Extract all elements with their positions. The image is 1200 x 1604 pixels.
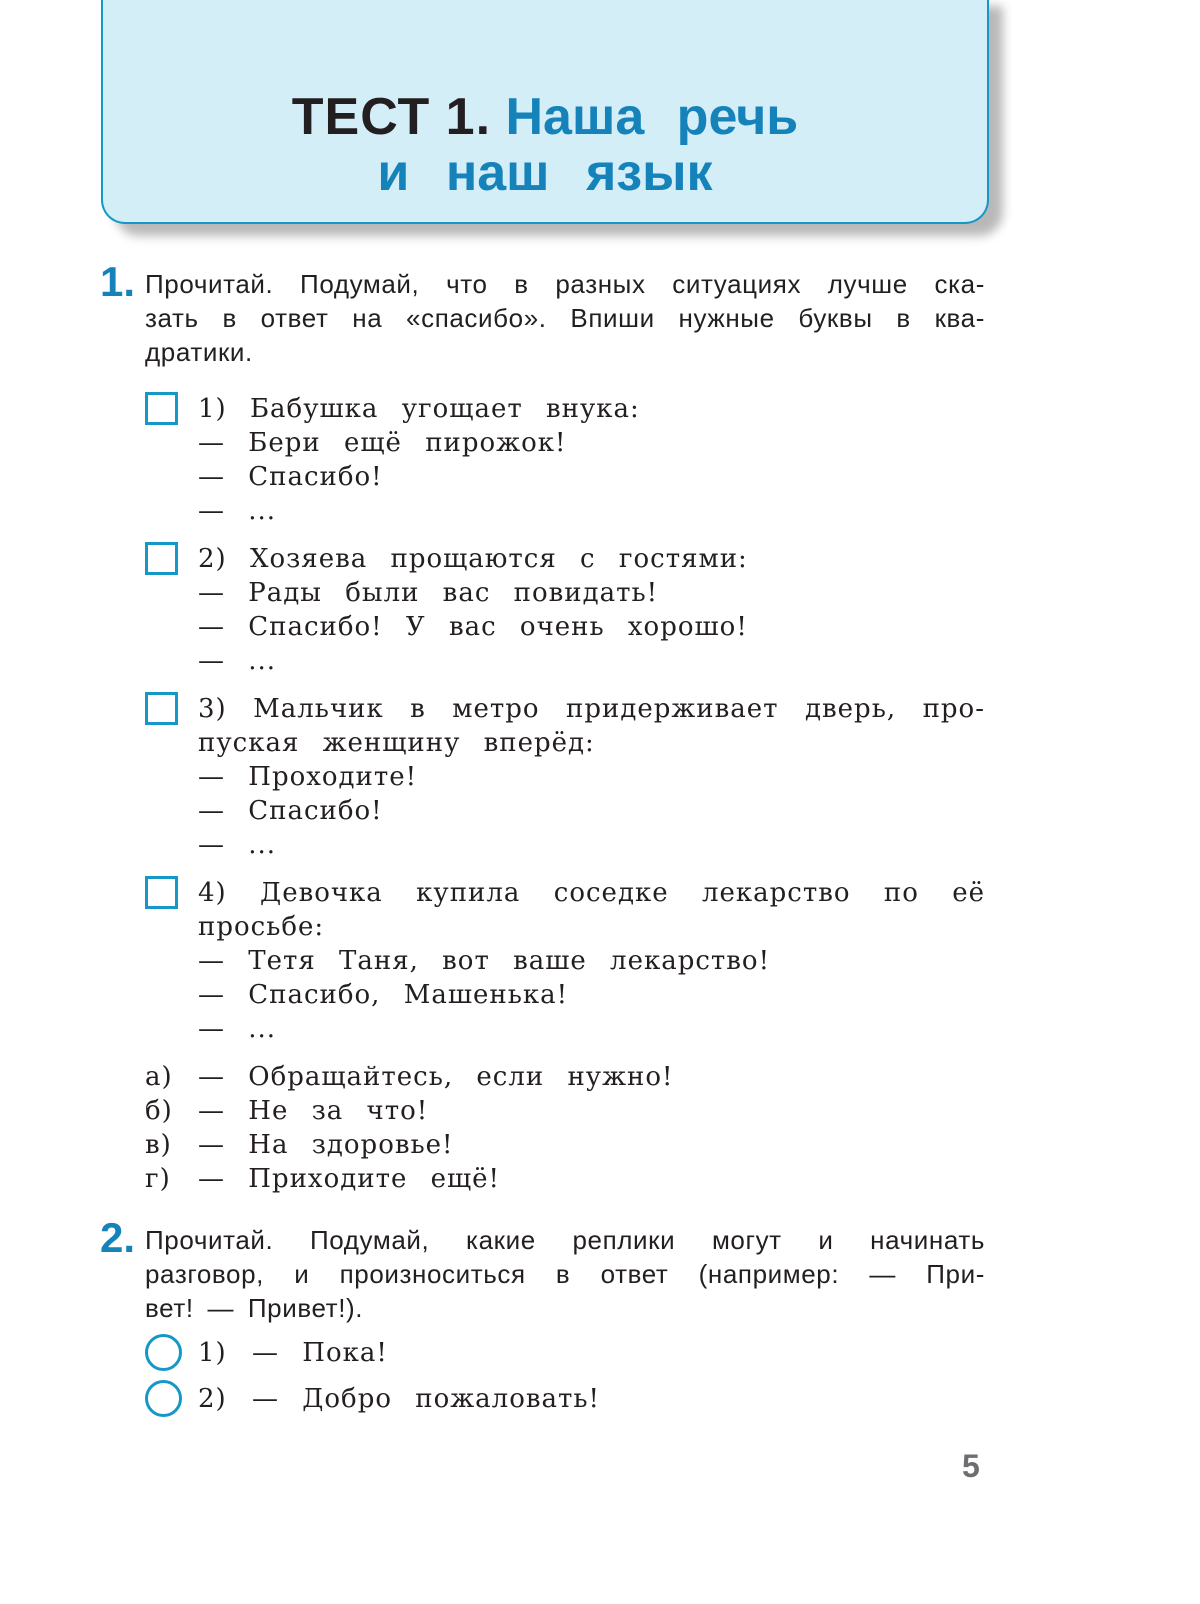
task2-item-text: — Пока! bbox=[252, 1338, 388, 1368]
answer-checkbox-3[interactable] bbox=[145, 692, 178, 725]
answer-circle-1[interactable] bbox=[145, 1334, 182, 1371]
situation-3-line: 3) Мальчик в метро придерживает дверь, про- bbox=[198, 694, 985, 724]
title-banner bbox=[101, 0, 989, 224]
answer-option-text: — Приходите ещё! bbox=[198, 1164, 500, 1194]
situation-4-line: — ... bbox=[198, 1014, 277, 1044]
situation-4-line: 4) Девочка купила соседке лекарство по её bbox=[198, 878, 985, 908]
test-label: ТЕСТ 1. bbox=[291, 88, 492, 146]
instruction-line: Прочитай. Подумай, что в разных ситуациях лучше ска- bbox=[145, 269, 985, 299]
instruction-line: дратики. bbox=[145, 337, 253, 367]
situation-2-line: — ... bbox=[198, 646, 277, 676]
answer-option-text: — Обращайтесь, если нужно! bbox=[198, 1062, 674, 1092]
situation-3-line: — ... bbox=[198, 830, 277, 860]
task2-item-text: — Добро пожаловать! bbox=[252, 1384, 600, 1414]
answer-checkbox-2[interactable] bbox=[145, 542, 178, 575]
answer-circle-2[interactable] bbox=[145, 1380, 182, 1417]
situation-1-line: 1) Бабушка угощает внука: bbox=[198, 394, 640, 424]
task2-instruction bbox=[145, 1223, 985, 1325]
situation-4-line: — Спасибо, Машенька! bbox=[198, 980, 569, 1010]
situation-2-line: — Рады были вас повидать! bbox=[198, 578, 659, 608]
instruction-line: Прочитай. Подумай, какие реплики могут и начинать bbox=[145, 1225, 985, 1255]
task-number-1: 1. bbox=[100, 258, 136, 305]
answer-option-text: — Не за что! bbox=[198, 1096, 429, 1126]
answer-option-letter: а) bbox=[145, 1062, 173, 1092]
task1-instruction bbox=[145, 267, 985, 369]
situation-1-line: — Спасибо! bbox=[198, 462, 383, 492]
situation-2-line: — Спасибо! У вас очень хорошо! bbox=[198, 612, 748, 642]
topic-title-line2: и наш язык bbox=[377, 144, 713, 202]
instruction-line: зать в ответ на «спасибо». Впиши нужные буквы в ква- bbox=[145, 303, 985, 333]
answer-checkbox-4[interactable] bbox=[145, 876, 178, 909]
situation-4-line: — Тетя Таня, вот ваше лекарство! bbox=[198, 946, 771, 976]
topic-title-line1: Наша речь bbox=[505, 88, 799, 146]
situation-2-line: 2) Хозяева прощаются с гостями: bbox=[198, 544, 748, 574]
situation-3-line: пуская женщину вперёд: bbox=[198, 728, 595, 758]
instruction-line: разговор, и произноситься в ответ (например: — При- bbox=[145, 1259, 985, 1289]
page-number: 5 bbox=[962, 1448, 980, 1484]
situation-4-line: просьбе: bbox=[198, 912, 325, 942]
page-title bbox=[103, 89, 987, 201]
answer-option-letter: г) bbox=[145, 1164, 171, 1194]
task2-item-label: 2) bbox=[198, 1384, 227, 1414]
answer-checkbox-1[interactable] bbox=[145, 392, 178, 425]
answer-option-letter: в) bbox=[145, 1130, 172, 1160]
answer-option-letter: б) bbox=[145, 1096, 173, 1126]
situation-3-line: — Спасибо! bbox=[198, 796, 383, 826]
situation-1-line: — Бери ещё пирожок! bbox=[198, 428, 567, 458]
task-number-2: 2. bbox=[100, 1214, 136, 1261]
instruction-line: вет! — Привет!). bbox=[145, 1293, 364, 1323]
situation-1-line: — ... bbox=[198, 496, 277, 526]
answer-option-text: — На здоровье! bbox=[198, 1130, 454, 1160]
task2-item-label: 1) bbox=[198, 1338, 227, 1368]
situation-3-line: — Проходите! bbox=[198, 762, 418, 792]
